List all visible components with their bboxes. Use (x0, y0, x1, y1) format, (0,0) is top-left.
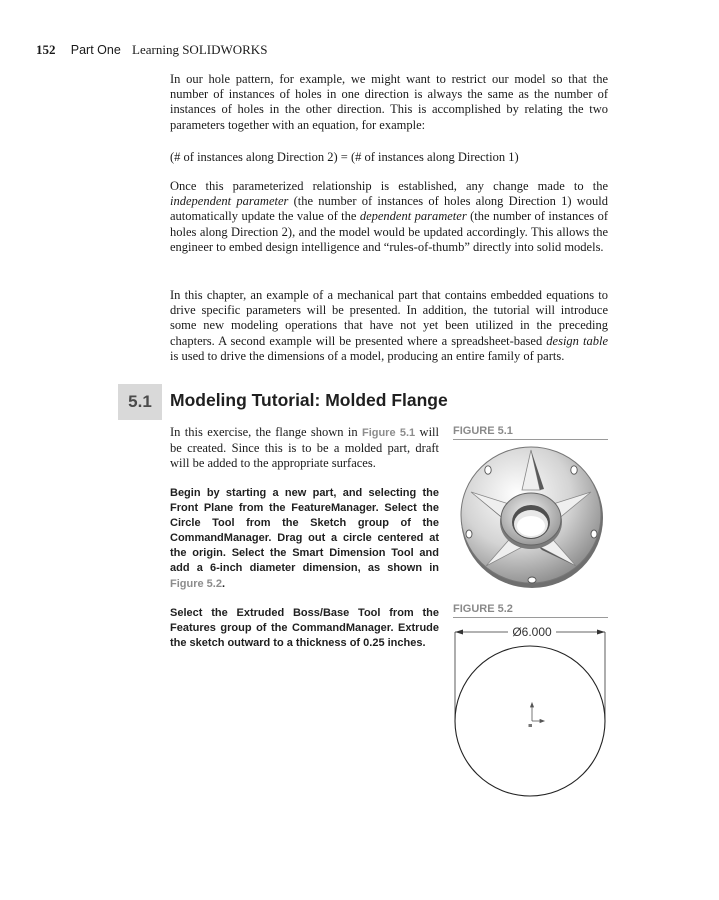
arrow-left (455, 630, 463, 635)
paragraph-chapter-intro (170, 288, 608, 364)
molded-flange-image (458, 442, 606, 590)
sketch-circle-figure (452, 620, 612, 802)
text-run: Begin by starting a new part, and selecting the Front Plane from the FeatureManager. Select the Circle Tool from the Sketch group of the CommandManager. Drag out a circle centered at the origin. Select the Smart Dimension Tool and add a 6-inch diameter dimension, as shown in (170, 487, 439, 575)
figure-5-2-label: FIGURE 5.2 (453, 603, 608, 618)
text-run: is used to drive the dimensions of a model, producing an entire family of parts. (170, 348, 565, 363)
sketch-circle (455, 646, 605, 796)
instruction-step-2 (170, 606, 439, 651)
equation-line (170, 150, 608, 165)
text-run: In this exercise, the flange shown in (170, 425, 362, 439)
text-run: (the number of instances of holes along Direction 1) would automatically update the value of the (170, 194, 608, 224)
instruction-step-1 (170, 486, 439, 592)
italic-term: design table (546, 333, 608, 348)
paragraph-text: In our hole pattern, for example, we might want to restrict our model so that the number of instances of holes in one direction is always the same as the number of instances of holes in the other direction. This is accomplished by relating the two parameters together with an equation, for example: (170, 72, 608, 132)
page-number: 152 (36, 42, 56, 57)
section-title: Modeling Tutorial: Molded Flange (170, 390, 448, 410)
origin-icon (529, 703, 545, 727)
part-label: Part One (70, 43, 121, 57)
hub (500, 493, 562, 549)
figure-5-1-label: FIGURE 5.1 (453, 425, 608, 440)
book-title: Learning SOLIDWORKS (132, 42, 268, 57)
paragraph-hole-pattern (170, 72, 608, 133)
section-number: 5.1 (118, 384, 162, 420)
text-run: In this chapter, an example of a mechanical part that contains embedded equations to drive specific parameters will be presented. In addition, the tutorial will introduce some new modeling operations that have not yet been utilized in the preceding chapters. A second example will be presented where a spreadsheet-based (170, 288, 608, 348)
equation-text: (# of instances along Direction 2) = (# of instances along Direction 1) (170, 150, 519, 164)
text-run: Once this parameterized relationship is established, any change made to the (170, 179, 608, 193)
figure-reference-link[interactable]: Figure 5.1 (361, 427, 416, 439)
paragraph-text (170, 288, 608, 364)
diameter-dimension: Ø6.000 (512, 625, 552, 639)
page-header (36, 42, 267, 58)
paragraph-parameterized (170, 179, 608, 255)
text-run: (the number of instances of holes along Direction 2), and the model would be updated accordingly. This allows the engineer to embed design intelligence and “rules-of-thumb” directly into solid models. (170, 209, 608, 254)
text-run: . (221, 577, 226, 590)
paragraph-text (170, 179, 608, 255)
italic-term: independent parameter (170, 194, 289, 209)
arrow-right (597, 630, 605, 635)
exercise-intro (170, 425, 439, 472)
dimension-line (455, 632, 605, 720)
text-run: will be created. Since this is to be a molded part, draft will be added to the appropriate surfaces. (170, 425, 439, 471)
text-run: Select the Extruded Boss/Base Tool from the Features group of the CommandManager. Extrude the sketch outward to a thickness of 0.25 inches. (170, 607, 439, 650)
figure-reference-link[interactable]: Figure 5.2 (170, 577, 222, 590)
italic-term: dependent parameter (359, 209, 467, 224)
